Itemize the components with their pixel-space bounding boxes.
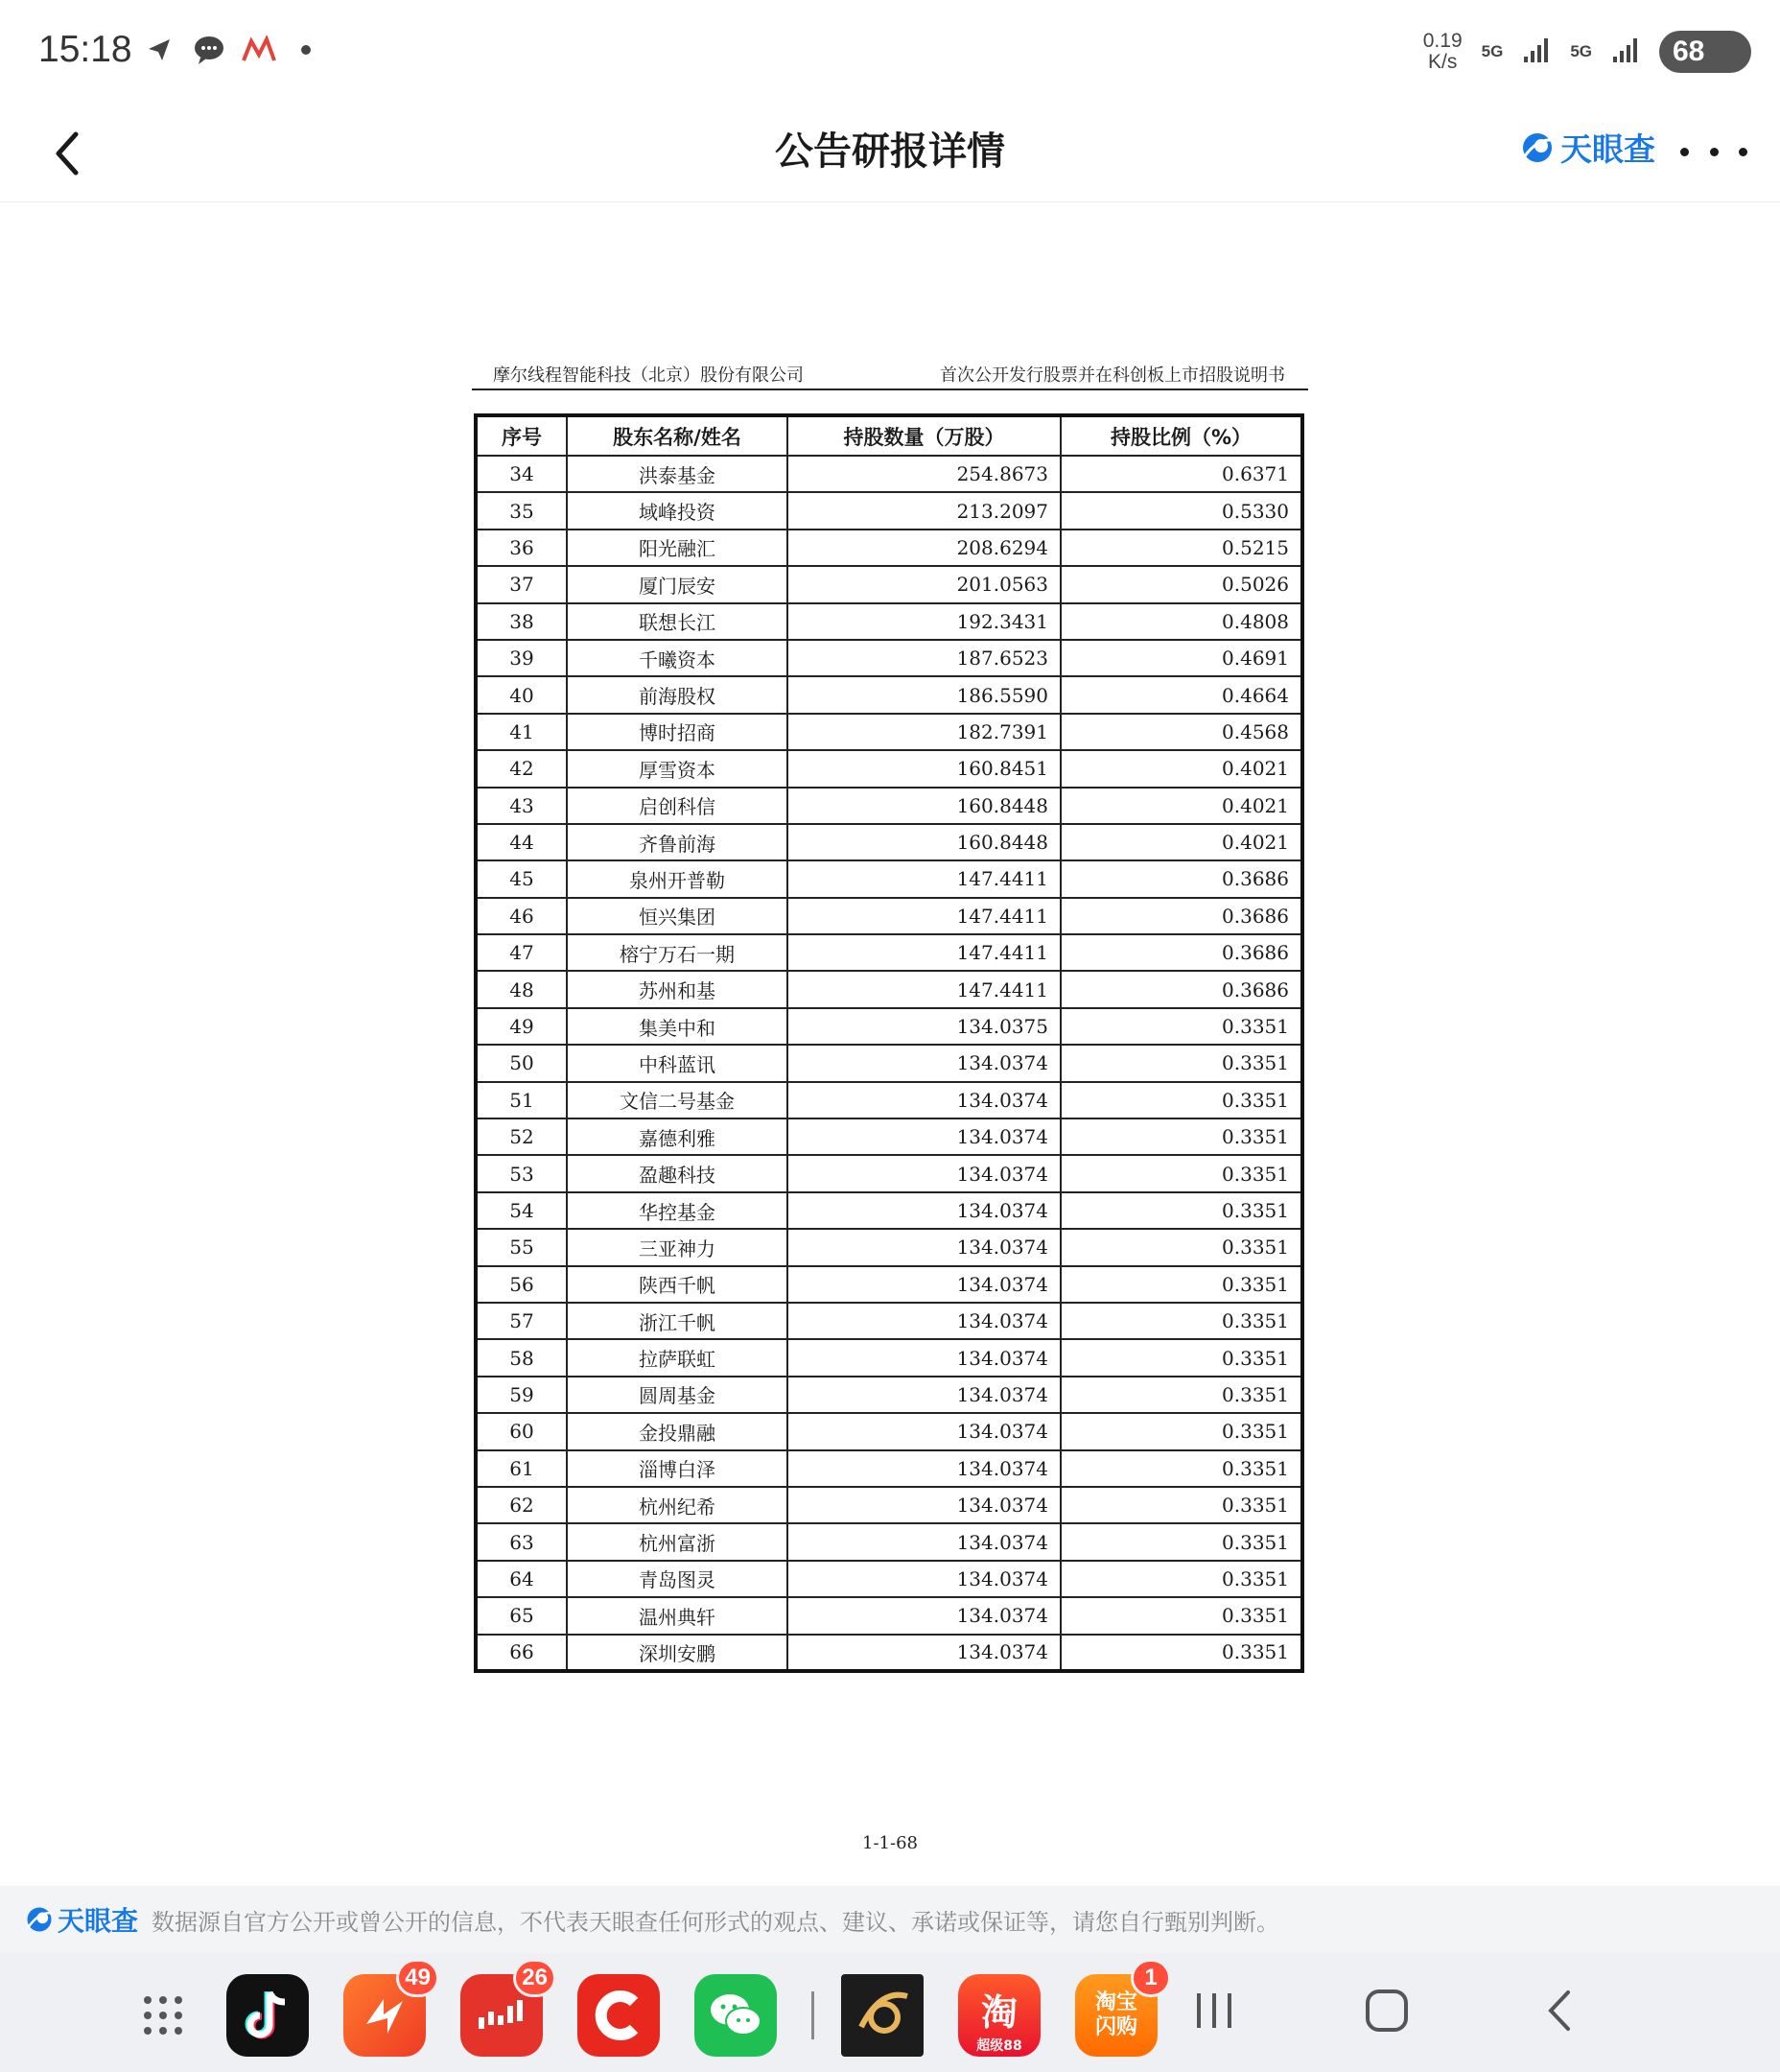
table-row (476, 1450, 1302, 1487)
table-header-row (476, 415, 1302, 456)
disclaimer-brand (25, 1900, 138, 1939)
share-quantity: 134.0374 (787, 1118, 1061, 1155)
status-bar (0, 0, 1780, 106)
shareholder-name: 前海股权 (567, 676, 787, 713)
battery-indicator: 68 (1659, 31, 1751, 73)
document-running-header (472, 354, 1308, 390)
share-quantity: 134.0374 (787, 1377, 1061, 1413)
row-number: 45 (476, 860, 567, 897)
shareholder-name: 淄博白泽 (567, 1450, 787, 1487)
shareholder-name: 金投鼎融 (567, 1413, 787, 1449)
grid-icon (140, 1992, 186, 2038)
share-ratio: 0.3686 (1061, 971, 1302, 1007)
share-quantity: 160.8448 (787, 824, 1061, 860)
shareholder-name: 齐鲁前海 (567, 824, 787, 860)
tianyancha-logo-icon (25, 1905, 54, 1934)
table-row (476, 676, 1302, 713)
share-ratio: 0.4664 (1061, 676, 1302, 713)
table-row (476, 714, 1302, 750)
share-quantity: 134.0374 (787, 1266, 1061, 1303)
table-row (476, 566, 1302, 602)
recents-icon (1193, 1991, 1235, 2030)
col-header-ratio: 持股比例（%） (1061, 415, 1302, 456)
share-quantity: 160.8448 (787, 788, 1061, 824)
table-row (476, 603, 1302, 640)
share-ratio: 0.3351 (1061, 1377, 1302, 1413)
shareholder-name: 浙江千帆 (567, 1303, 787, 1339)
table-row (476, 1082, 1302, 1118)
share-ratio: 0.5215 (1061, 530, 1302, 566)
table-row (476, 1266, 1302, 1303)
row-number: 41 (476, 714, 567, 750)
row-number: 56 (476, 1266, 567, 1303)
row-number: 59 (476, 1377, 567, 1413)
table-row (476, 1487, 1302, 1523)
shareholder-name: 联想长江 (567, 603, 787, 640)
shareholder-table (474, 413, 1304, 1673)
shareholder-name: 厦门辰安 (567, 566, 787, 602)
shareholder-name: 温州典轩 (567, 1597, 787, 1634)
share-quantity: 192.3431 (787, 603, 1061, 640)
table-row (476, 934, 1302, 971)
stock-app-icon (242, 33, 276, 67)
share-ratio: 0.3351 (1061, 1192, 1302, 1229)
dock-separator (811, 1991, 814, 2039)
share-ratio: 0.3351 (1061, 1082, 1302, 1118)
share-quantity: 160.8451 (787, 750, 1061, 787)
notification-badge: 1 (1131, 1959, 1171, 1997)
shareholder-name: 三亚神力 (567, 1229, 787, 1265)
share-ratio: 0.4021 (1061, 788, 1302, 824)
more-menu-button[interactable] (1680, 132, 1747, 171)
row-number: 36 (476, 530, 567, 566)
tianyancha-app-icon[interactable] (841, 1974, 924, 2057)
share-quantity: 134.0374 (787, 1561, 1061, 1597)
shareholder-name: 陕西千帆 (567, 1266, 787, 1303)
table-row (476, 1192, 1302, 1229)
share-ratio: 0.3351 (1061, 1008, 1302, 1045)
share-quantity: 134.0374 (787, 1229, 1061, 1265)
notification-badge: 49 (396, 1959, 439, 1997)
send-icon (142, 33, 176, 67)
row-number: 64 (476, 1561, 567, 1597)
share-ratio: 0.4021 (1061, 750, 1302, 787)
shareholder-name: 青岛图灵 (567, 1561, 787, 1597)
share-ratio: 0.3351 (1061, 1155, 1302, 1191)
shareholder-name: 杭州富浙 (567, 1523, 787, 1560)
share-quantity: 134.0374 (787, 1450, 1061, 1487)
share-quantity: 134.0374 (787, 1523, 1061, 1560)
company-name: 摩尔线程智能科技（北京）股份有限公司 (493, 365, 804, 386)
table-row (476, 1523, 1302, 1560)
system-back-button[interactable] (1531, 1982, 1588, 2039)
table-row (476, 1045, 1302, 1081)
share-ratio: 0.3686 (1061, 898, 1302, 934)
row-number: 62 (476, 1487, 567, 1523)
taobao-flash-app-icon[interactable] (1075, 1965, 1158, 2057)
shareholder-name: 嘉德利雅 (567, 1118, 787, 1155)
table-row (476, 824, 1302, 860)
row-number: 54 (476, 1192, 567, 1229)
page-title: 公告研报详情 (775, 130, 1005, 174)
notification-badge: 26 (513, 1959, 556, 1997)
share-ratio: 0.3351 (1061, 1045, 1302, 1081)
table-row (476, 898, 1302, 934)
shareholder-name: 厚雪资本 (567, 750, 787, 787)
row-number: 46 (476, 898, 567, 934)
table-row (476, 640, 1302, 676)
tiktok-app-icon[interactable] (226, 1974, 309, 2057)
share-quantity: 208.6294 (787, 530, 1061, 566)
home-button[interactable] (1358, 1982, 1416, 2039)
tianyancha-logo-icon (1520, 130, 1555, 165)
shareholder-name: 洪泰基金 (567, 456, 787, 492)
table-row (476, 1597, 1302, 1634)
table-body (476, 456, 1302, 1671)
row-number: 35 (476, 492, 567, 529)
table-row (476, 788, 1302, 824)
taobao-flash-label-top: 淘宝 (1094, 1990, 1137, 2014)
stock-trading-app-icon[interactable] (343, 1965, 431, 2057)
shareholder-name: 泉州开普勒 (567, 860, 787, 897)
share-ratio: 0.5330 (1061, 492, 1302, 529)
brand-logo[interactable] (1520, 125, 1655, 170)
table-row (476, 1303, 1302, 1339)
net-speed (1423, 31, 1463, 73)
shareholder-name: 圆周基金 (567, 1377, 787, 1413)
share-ratio: 0.3351 (1061, 1303, 1302, 1339)
row-number: 60 (476, 1413, 567, 1449)
row-number: 48 (476, 971, 567, 1007)
shareholder-name: 苏州和基 (567, 971, 787, 1007)
table-row (476, 750, 1302, 787)
share-ratio: 0.3351 (1061, 1266, 1302, 1303)
row-number: 55 (476, 1229, 567, 1265)
shareholder-name: 集美中和 (567, 1008, 787, 1045)
share-quantity: 134.0374 (787, 1192, 1061, 1229)
share-quantity: 134.0374 (787, 1082, 1061, 1118)
share-ratio: 0.6371 (1061, 456, 1302, 492)
shareholder-name: 阳光融汇 (567, 530, 787, 566)
row-number: 50 (476, 1045, 567, 1081)
row-number: 44 (476, 824, 567, 860)
share-quantity: 134.0374 (787, 1597, 1061, 1634)
col-header-name: 股东名称/姓名 (567, 415, 787, 456)
share-ratio: 0.3351 (1061, 1118, 1302, 1155)
disclaimer-brand-name: 天眼查 (58, 1905, 139, 1937)
table-row (476, 1118, 1302, 1155)
signal-icon-2 (1611, 35, 1640, 68)
net-speed-value: 0.19 (1422, 30, 1463, 52)
row-number: 37 (476, 566, 567, 602)
col-header-no: 序号 (476, 415, 567, 456)
taobao-flash-label (1095, 1990, 1137, 2040)
row-number: 63 (476, 1523, 567, 1560)
more-notifications-dot (301, 45, 311, 55)
share-ratio: 0.3686 (1061, 934, 1302, 971)
c-app-icon[interactable] (577, 1974, 660, 2057)
document-title: 首次公开发行股票并在科创板上市招股说明书 (940, 365, 1285, 386)
shareholder-name: 千曦资本 (567, 640, 787, 676)
taobao-flash-label-bottom: 闪购 (1094, 2015, 1137, 2039)
share-ratio: 0.4691 (1061, 640, 1302, 676)
share-quantity: 134.0374 (787, 1339, 1061, 1376)
table-row (476, 1413, 1302, 1449)
dot-icon (1680, 148, 1689, 156)
share-ratio: 0.3351 (1061, 1635, 1302, 1671)
app-dock (0, 1953, 1780, 2072)
row-number: 61 (476, 1450, 567, 1487)
taobao-app-icon[interactable] (958, 1974, 1041, 2057)
row-number: 66 (476, 1635, 567, 1671)
disclaimer-bar (0, 1886, 1780, 1953)
share-ratio: 0.4021 (1061, 824, 1302, 860)
chat-icon (192, 33, 226, 67)
share-quantity: 147.4411 (787, 898, 1061, 934)
share-ratio: 0.3351 (1061, 1487, 1302, 1523)
share-quantity: 254.8673 (787, 456, 1061, 492)
share-ratio: 0.3351 (1061, 1413, 1302, 1449)
shareholder-name: 博时招商 (567, 714, 787, 750)
app-drawer-button[interactable] (134, 1974, 192, 2057)
taobao-app-caption: 超级88 (976, 2038, 1022, 2054)
row-number: 51 (476, 1082, 567, 1118)
share-quantity: 134.0374 (787, 1045, 1061, 1081)
market-app-icon[interactable] (460, 1965, 548, 2057)
share-quantity: 147.4411 (787, 971, 1061, 1007)
table-row (476, 1635, 1302, 1671)
status-time: 15:18 (38, 29, 132, 70)
share-ratio: 0.3351 (1061, 1339, 1302, 1376)
table-row (476, 492, 1302, 529)
table-row (476, 1561, 1302, 1597)
shareholder-name: 深圳安鹏 (567, 1635, 787, 1671)
table-row (476, 456, 1302, 492)
share-quantity: 134.0374 (787, 1487, 1061, 1523)
signal-label-1: 5G (1481, 42, 1504, 60)
row-number: 52 (476, 1118, 567, 1155)
shareholder-name: 盈趣科技 (567, 1155, 787, 1191)
col-header-quantity: 持股数量（万股） (787, 415, 1061, 456)
shareholder-name: 中科蓝讯 (567, 1045, 787, 1081)
shareholder-name: 杭州纪希 (567, 1487, 787, 1523)
shareholder-name: 恒兴集团 (567, 898, 787, 934)
table-row (476, 860, 1302, 897)
share-quantity: 147.4411 (787, 860, 1061, 897)
share-quantity: 186.5590 (787, 676, 1061, 713)
table-row (476, 971, 1302, 1007)
share-ratio: 0.4568 (1061, 714, 1302, 750)
row-number: 57 (476, 1303, 567, 1339)
back-arrow-icon (1545, 1989, 1574, 2033)
table-row (476, 1339, 1302, 1376)
row-number: 53 (476, 1155, 567, 1191)
share-quantity: 182.7391 (787, 714, 1061, 750)
net-speed-unit: K/s (1428, 51, 1458, 73)
share-quantity: 134.0374 (787, 1635, 1061, 1671)
status-right (1423, 31, 1751, 73)
share-ratio: 0.3351 (1061, 1523, 1302, 1560)
svg-text:淘: 淘 (980, 1991, 1019, 2034)
share-quantity: 134.0374 (787, 1413, 1061, 1449)
table-row (476, 1008, 1302, 1045)
share-ratio: 0.3351 (1061, 1450, 1302, 1487)
shareholder-name: 榕宁万石一期 (567, 934, 787, 971)
share-quantity: 134.0374 (787, 1155, 1061, 1191)
disclaimer-text: 数据源自官方公开或曾公开的信息，不代表天眼查任何形式的观点、建议、承诺或保证等，请您自行甄别判断。 (152, 1908, 1280, 1936)
row-number: 43 (476, 788, 567, 824)
document-viewer[interactable] (0, 202, 1780, 1885)
table-row (476, 530, 1302, 566)
share-ratio: 0.4808 (1061, 603, 1302, 640)
row-number: 34 (476, 456, 567, 492)
shareholder-name: 华控基金 (567, 1192, 787, 1229)
notification-icons (142, 33, 311, 67)
share-quantity: 147.4411 (787, 934, 1061, 971)
share-quantity: 187.6523 (787, 640, 1061, 676)
row-number: 47 (476, 934, 567, 971)
shareholder-name: 拉萨联虹 (567, 1339, 787, 1376)
dot-icon (1739, 148, 1747, 156)
share-ratio: 0.3351 (1061, 1597, 1302, 1634)
row-number: 39 (476, 640, 567, 676)
share-quantity: 134.0375 (787, 1008, 1061, 1045)
table-row (476, 1155, 1302, 1191)
brand-name: 天眼查 (1560, 130, 1655, 168)
page-number: 1-1-68 (862, 1833, 918, 1853)
signal-icon (1522, 35, 1551, 68)
shareholder-name: 启创科信 (567, 788, 787, 824)
home-icon (1365, 1989, 1409, 2033)
shareholder-name: 文信二号基金 (567, 1082, 787, 1118)
table-row (476, 1377, 1302, 1413)
share-ratio: 0.3351 (1061, 1561, 1302, 1597)
app-header (0, 106, 1780, 202)
row-number: 65 (476, 1597, 567, 1634)
recent-apps-button[interactable] (1185, 1982, 1243, 2039)
signal-label-2: 5G (1570, 42, 1592, 60)
share-ratio: 0.5026 (1061, 566, 1302, 602)
table-row (476, 1229, 1302, 1265)
shareholder-name: 域峰投资 (567, 492, 787, 529)
share-quantity: 201.0563 (787, 566, 1061, 602)
dot-icon (1710, 148, 1719, 156)
share-quantity: 134.0374 (787, 1303, 1061, 1339)
row-number: 42 (476, 750, 567, 787)
row-number: 49 (476, 1008, 567, 1045)
dock-apps (134, 1965, 1192, 2057)
row-number: 40 (476, 676, 567, 713)
system-nav (1185, 1982, 1588, 2039)
row-number: 58 (476, 1339, 567, 1376)
share-ratio: 0.3686 (1061, 860, 1302, 897)
wechat-app-icon[interactable] (694, 1974, 777, 2057)
share-quantity: 213.2097 (787, 492, 1061, 529)
share-ratio: 0.3351 (1061, 1229, 1302, 1265)
row-number: 38 (476, 603, 567, 640)
